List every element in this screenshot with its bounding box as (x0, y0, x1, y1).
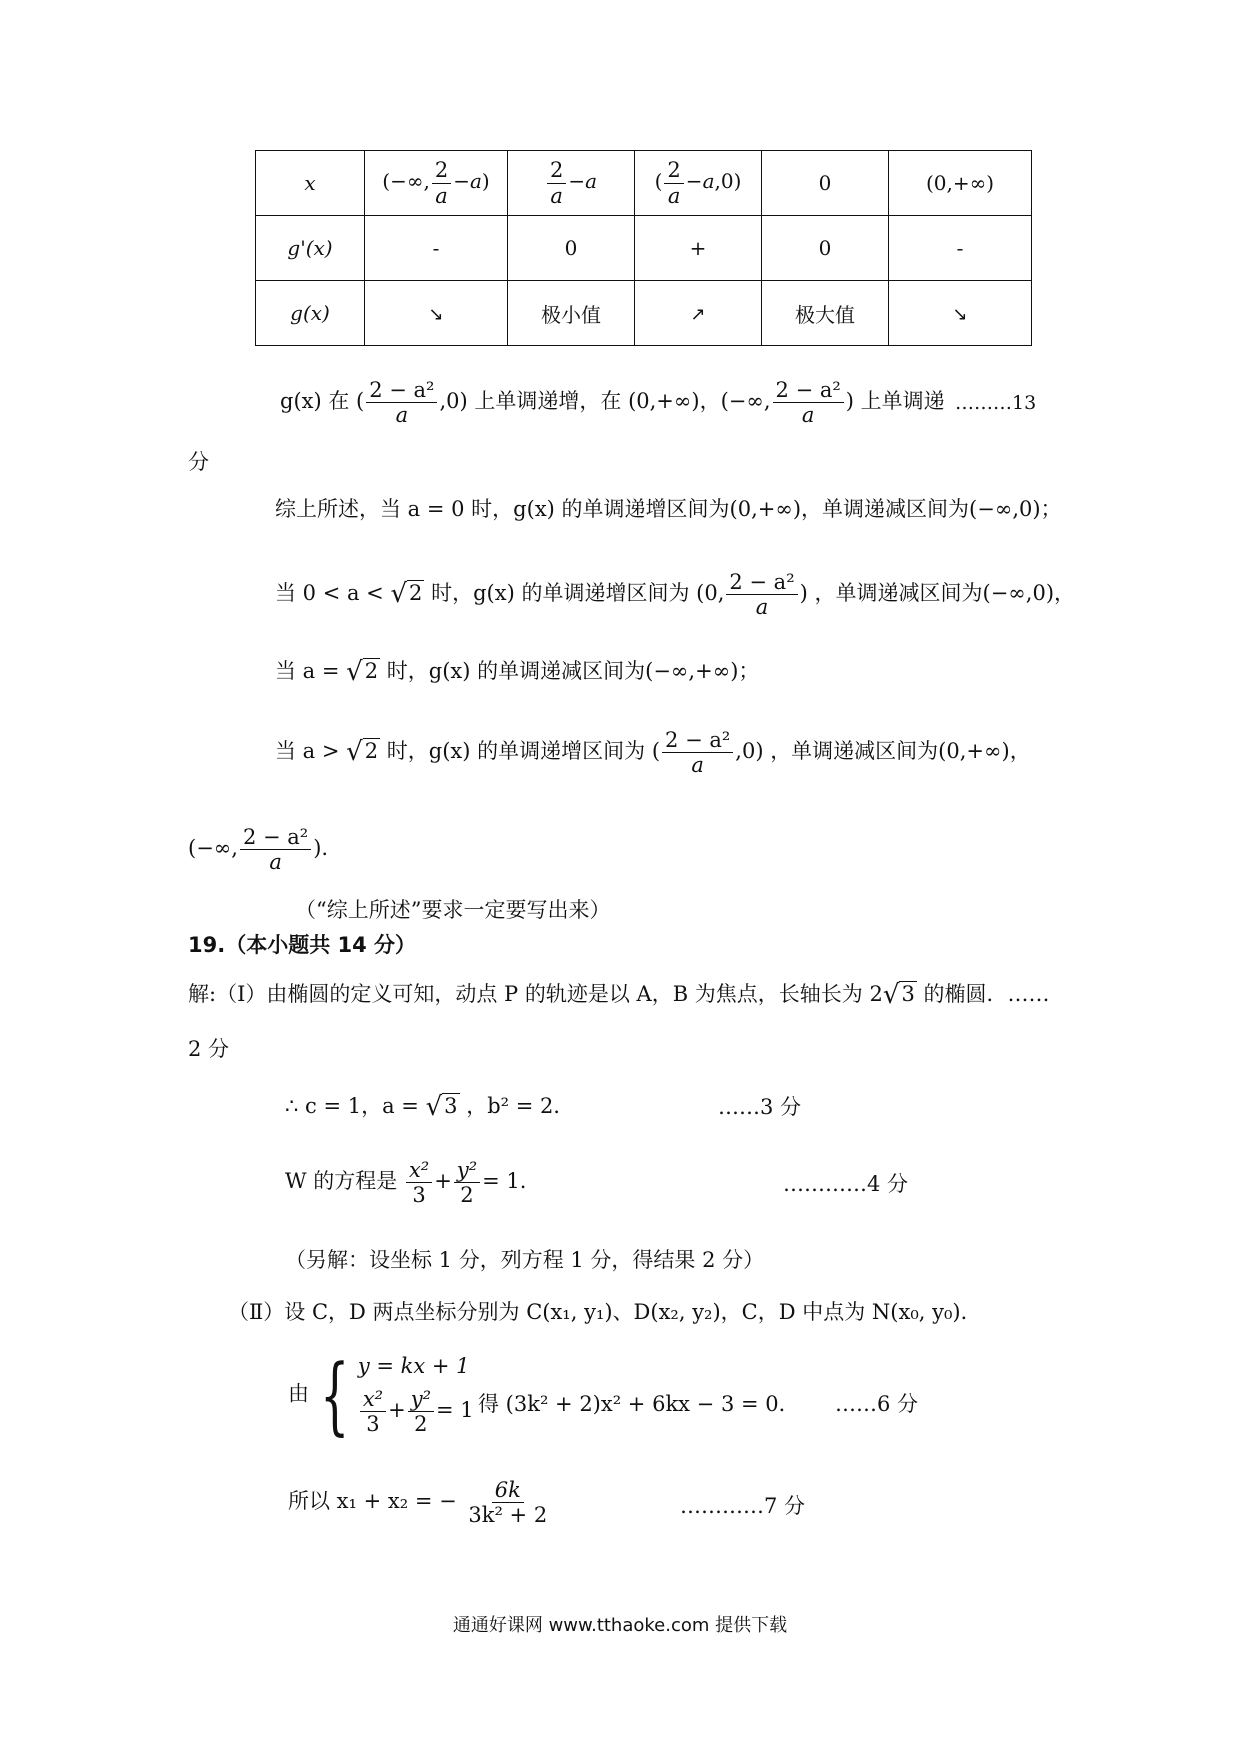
case-line (275, 657, 759, 688)
monotonicity-table (255, 150, 1032, 346)
table-cell: 极大值 (762, 281, 889, 346)
score-continuation: 分 (188, 450, 209, 474)
table-cell: x (256, 151, 365, 216)
table-cell: g(x) (256, 281, 365, 346)
table-cell: - (889, 216, 1032, 281)
score-marker: …………4 分 (783, 1172, 909, 1196)
sqrt: √2 (346, 737, 379, 768)
fraction: $\frac{\text{2 − a²}}{a}$ (240, 825, 311, 874)
brace: { (319, 1346, 350, 1444)
fraction: $\frac{\text{y²}}{2}$ (454, 1158, 480, 1207)
text-segment: 由 (288, 1381, 309, 1406)
table-cell: $\frac{2}{a}$ −a (508, 151, 635, 216)
table-cell: 0 (508, 216, 635, 281)
equation-system (288, 1346, 474, 1444)
text-segment: 时，g(x) 的单调递增区间为 (386, 739, 646, 764)
question-title: 19.（本小题共 14 分） (188, 933, 417, 957)
fraction: $\frac{\text{2 − a²}}{a}$ (773, 378, 844, 427)
case-line: 当 a > √2 时，g(x) 的单调递增区间为 ( $\frac{\text{2 − a²}}{a}$ ,0) ，单调递减区间为(0,+∞)， (275, 728, 1031, 778)
text-segment: 所以 x₁ + x₂ = − (288, 1489, 457, 1514)
sqrt: √2 (346, 657, 379, 687)
score-continuation: 2 分 (188, 1037, 230, 1061)
text-segment: 当 0 < a < (275, 581, 384, 606)
text-segment: 上单调递增，在 (474, 389, 622, 414)
table-cell: 极小值 (508, 281, 635, 346)
table-cell: 0 (762, 216, 889, 281)
score-marker: ……6 分 (835, 1392, 919, 1416)
solution-line: W 的方程是 $\frac{\text{x²}}{3}$ + $\frac{\text{y²}}{2}$ = 1. (285, 1158, 527, 1208)
system-rows (358, 1354, 474, 1436)
sqrt: √3 (882, 980, 915, 1010)
score-marker: ………13 (955, 392, 1037, 414)
table-cell (635, 281, 762, 346)
table-cell: (0,+∞) (889, 151, 1032, 216)
sqrt: √2 (390, 579, 423, 610)
sqrt: √3 (425, 1092, 458, 1122)
text-segment: g(x) 在 (280, 389, 350, 414)
fraction: $\frac{\text{2 − a²}}{a}$ (662, 728, 733, 777)
table-cell: + (635, 216, 762, 281)
text-segment: 的椭圆．…… (923, 982, 1050, 1006)
table-cell: (−∞, $\frac{2}{a}$ −a) (365, 151, 508, 216)
table-cell: - (365, 216, 508, 281)
score-marker: …………7 分 (680, 1494, 806, 1518)
fraction: $\frac{\text{2 − a²}}{a}$ (726, 570, 797, 619)
decrease-arrow-icon: ↘ (428, 304, 444, 325)
monotonic-line: g(x) 在 ( $\frac{\text{2 − a²}}{a}$ ,0) 上单调递增，在 (0,+∞)，(−∞, $\frac{\text{2 − a²}}{a}$ ) 上单调递 (280, 378, 945, 428)
note: （“综上所述”要求一定要写出来） (295, 898, 611, 922)
table-cell: 0 (762, 151, 889, 216)
text-segment: 时，g(x) 的单调递减区间为(−∞,+∞)； (386, 659, 760, 683)
case-line: 当 0 < a < √2 时，g(x) 的单调递增区间为 (0, $\frac{\text{2 − a²}}{a}$ ) ，单调递减区间为(−∞,0)， (275, 570, 1076, 620)
table-cell (365, 281, 508, 346)
text-segment: ，单调递减区间为(−∞,0)， (814, 581, 1076, 606)
case-continuation: (−∞, $\frac{\text{2 − a²}}{a}$ ). (188, 825, 329, 875)
equation: y = kx + 1 (357, 1353, 470, 1378)
fraction: $\frac{6k}{\text{3k² + 2}}$ (468, 1478, 548, 1528)
increase-arrow-icon: ↗ (690, 304, 706, 325)
summary-line: 综上所述，当 a = 0 时，g(x) 的单调递增区间为(0,+∞)，单调递减区间为(−∞,0)； (275, 497, 1062, 521)
text-segment: 当 a > (275, 739, 340, 764)
table-cell (889, 281, 1032, 346)
note: （另解：设坐标 1 分，列方程 1 分，得结果 2 分） (285, 1248, 765, 1272)
text-segment: W 的方程是 (285, 1169, 398, 1194)
solution-line: （Ⅱ）设 C，D 两点坐标分别为 C(x₁, y₁)、D(x₂, y₂)，C，D 中点为 N(x₀, y₀)． (228, 1300, 982, 1324)
solution-line: 解:（Ⅰ）由椭圆的定义可知，动点 P 的轨迹是以 A，B 为焦点，长轴长为 2√3 的椭圆．…… (188, 980, 1050, 1010)
text-segment: 当 a = (275, 659, 340, 683)
table-row (256, 216, 1032, 281)
text-segment: ，单调递减区间为(0,+∞)， (770, 739, 1031, 764)
table-cell: g'(x) (256, 216, 365, 281)
table-row (256, 281, 1032, 346)
table-row (256, 151, 1032, 216)
score-marker: ……3 分 (718, 1095, 802, 1119)
decrease-arrow-icon: ↘ (952, 304, 968, 325)
table-cell: ( $\frac{2}{a}$ −a,0) (635, 151, 762, 216)
text-segment: ∴ c = 1，a = (285, 1094, 419, 1118)
equation: $\frac{\text{x²}}{3}$ + $\frac{\text{y²}}{2}$ = 1 (358, 1387, 474, 1436)
solution-line (285, 1092, 574, 1123)
text-segment: 解:（Ⅰ）由椭圆的定义可知，动点 P 的轨迹是以 A，B 为焦点，长轴长为 (188, 982, 863, 1006)
fraction: $\frac{\text{2 − a²}}{a}$ (366, 378, 437, 427)
solution-line: 得 (3k² + 2)x² + 6kx − 3 = 0． (478, 1392, 800, 1416)
fraction: $\frac{\text{x²}}{3}$ (406, 1158, 432, 1207)
text-segment: 时，g(x) 的单调递增区间为 (431, 581, 690, 606)
solution-line (288, 1478, 552, 1527)
text-segment: ，b² = 2． (466, 1094, 575, 1118)
page-footer: 通通好课网 www.tthaoke.com 提供下载 (452, 1615, 788, 1636)
text-segment: 上单调递 (860, 389, 945, 414)
